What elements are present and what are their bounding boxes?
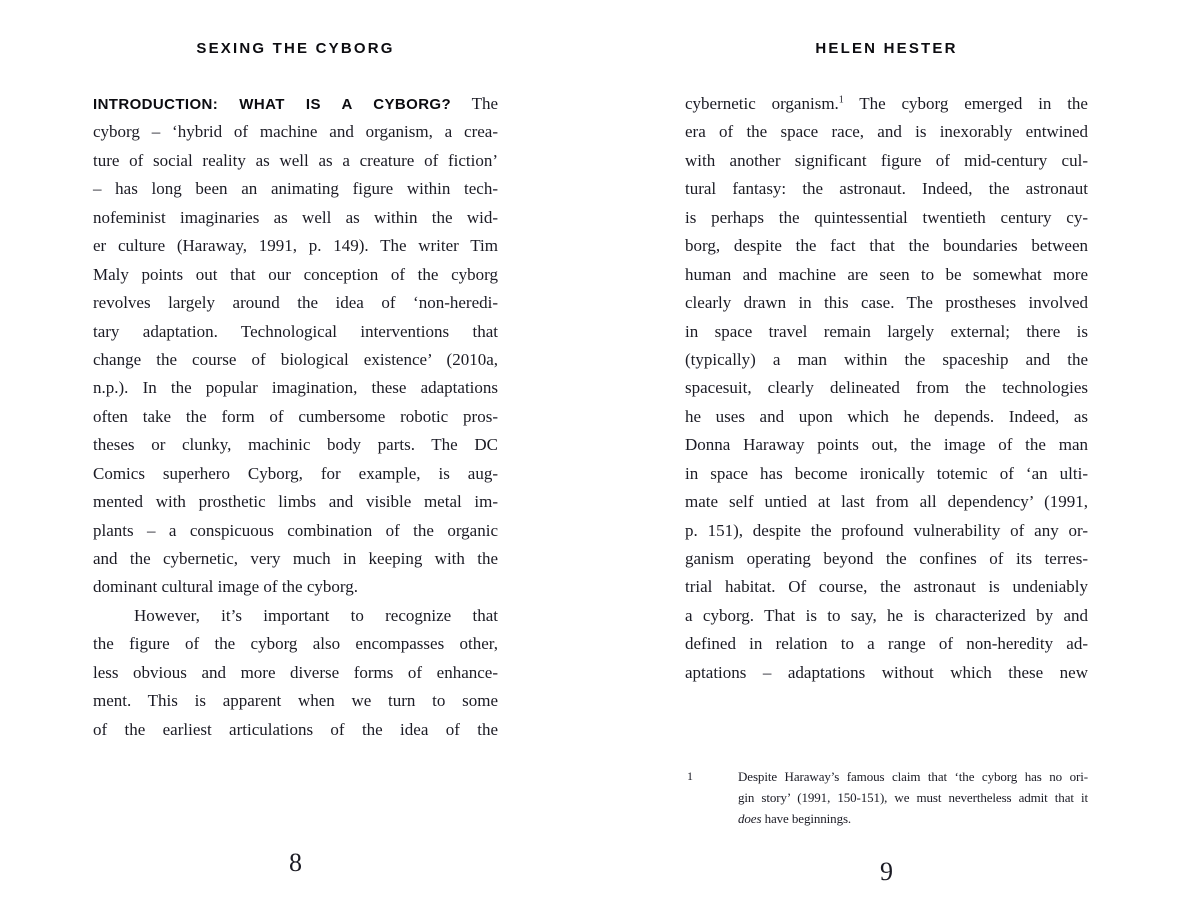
text-line: mate self untied at last from all dependency’ (1991,	[685, 492, 1088, 512]
footnote	[685, 766, 1088, 829]
text-line: less obvious and more diverse forms of enhance-	[93, 662, 498, 682]
text-line: clearly drawn in this case. The prostheses involved	[685, 293, 1088, 313]
text-line: spacesuit, clearly delineated from the technologies	[685, 378, 1088, 398]
text-line: cybernetic organism.$^1$ The cyborg emerged in the	[685, 94, 1088, 113]
footnote-number: 1	[687, 769, 693, 783]
text-line: mented with prosthetic limbs and visible metal im-	[93, 492, 498, 512]
text-line: plants – a conspicuous combination of the organic	[93, 520, 498, 540]
text-line: often take the form of cumbersome robotic pros-	[93, 406, 498, 426]
text-line: trial habitat. Of course, the astronaut is undeniably	[685, 577, 1088, 597]
text-line: (typically) a man within the spaceship and the	[685, 349, 1088, 369]
italic-text: does	[738, 811, 762, 826]
page-number-right: 9	[880, 857, 893, 886]
text-line: of the earliest articulations of the idea of the	[93, 719, 498, 739]
body-text-left	[93, 90, 498, 744]
page-number-left: 8	[289, 848, 302, 877]
text-line: aptations – adaptations without which these new	[685, 662, 1088, 682]
text-line: However, it’s important to recognize that	[134, 605, 498, 625]
running-head-left: SEXING THE CYBORG	[196, 40, 395, 57]
text-line: Donna Haraway points out, the image of the man	[685, 435, 1088, 455]
text-line: with another significant figure of mid-century cul-	[685, 150, 1088, 170]
text-line: er culture (Haraway, 1991, p. 149). The writer Tim	[93, 236, 498, 256]
text-line: theses or clunky, machinic body parts. The DC	[93, 435, 498, 455]
text-line: ganism operating beyond the confines of its terres-	[685, 549, 1088, 568]
footnote-marker: 1	[838, 94, 844, 106]
text-line: ture of social reality as well as a creature of fiction’	[93, 150, 498, 170]
text-line: defined in relation to a range of non-heredity ad-	[685, 634, 1088, 654]
text-line: the figure of the cyborg also encompasses other,	[93, 634, 498, 654]
text-line: era of the space race, and is inexorably entwined	[685, 122, 1088, 142]
running-head-right: HELEN HESTER	[815, 40, 958, 57]
text-line: a cyborg. That is to say, he is characterized by and	[685, 605, 1088, 625]
text-line: change the course of biological existence’ (2010a,	[93, 349, 498, 369]
footnote-text	[738, 766, 1088, 829]
text-line: tary adaptation. Technological interventions that	[93, 321, 498, 341]
text-line: Maly points out that our conception of the cyborg	[93, 264, 498, 284]
text-line: and the cybernetic, very much in keeping with the	[93, 549, 498, 568]
text-line: tural fantasy: the astronaut. Indeed, the astronaut	[685, 179, 1088, 199]
text-line: is perhaps the quintessential twentieth century cy-	[685, 207, 1088, 227]
text-line: revolves largely around the idea of ‘non-heredi-	[93, 293, 498, 313]
text-line: cyborg – ‘hybrid of machine and organism, a crea-	[93, 122, 498, 142]
runin-heading: INTRODUCTION: WHAT IS A CYBORG?	[93, 96, 452, 113]
text-line: gin story’ (1991, 150-151), we must nevertheless admit that it	[738, 790, 1088, 805]
text-line: he uses and upon which he depends. Indeed, as	[685, 406, 1088, 426]
text-line: in space has become ironically totemic of ‘an ulti-	[685, 463, 1088, 483]
text-line: Despite Haraway’s famous claim that ‘the cyborg has no ori-	[738, 769, 1088, 784]
text-line: nofeminist imaginaries as well as within the wid-	[93, 207, 498, 227]
text-line: – has long been an animating figure within tech-	[93, 179, 498, 199]
text-line: borg, despite the fact that the boundaries between	[685, 236, 1088, 256]
text-line: INTRODUCTION: WHAT IS A CYBORG? The	[93, 94, 498, 113]
text-line: human and machine are seen to be somewhat more	[685, 264, 1088, 284]
text-line: does have beginnings.	[738, 811, 852, 826]
text-line: Comics superhero Cyborg, for example, is aug-	[93, 463, 498, 483]
text-line: ment. This is apparent when we turn to some	[93, 691, 498, 711]
text-line: p. 151), despite the profound vulnerability of any or-	[685, 520, 1088, 540]
text-line: n.p.). In the popular imagination, these adaptations	[93, 378, 498, 398]
body-text-right	[685, 90, 1088, 687]
text-line: in space travel remain largely external; there is	[685, 321, 1088, 341]
text-line: dominant cultural image of the cyborg.	[93, 577, 359, 597]
